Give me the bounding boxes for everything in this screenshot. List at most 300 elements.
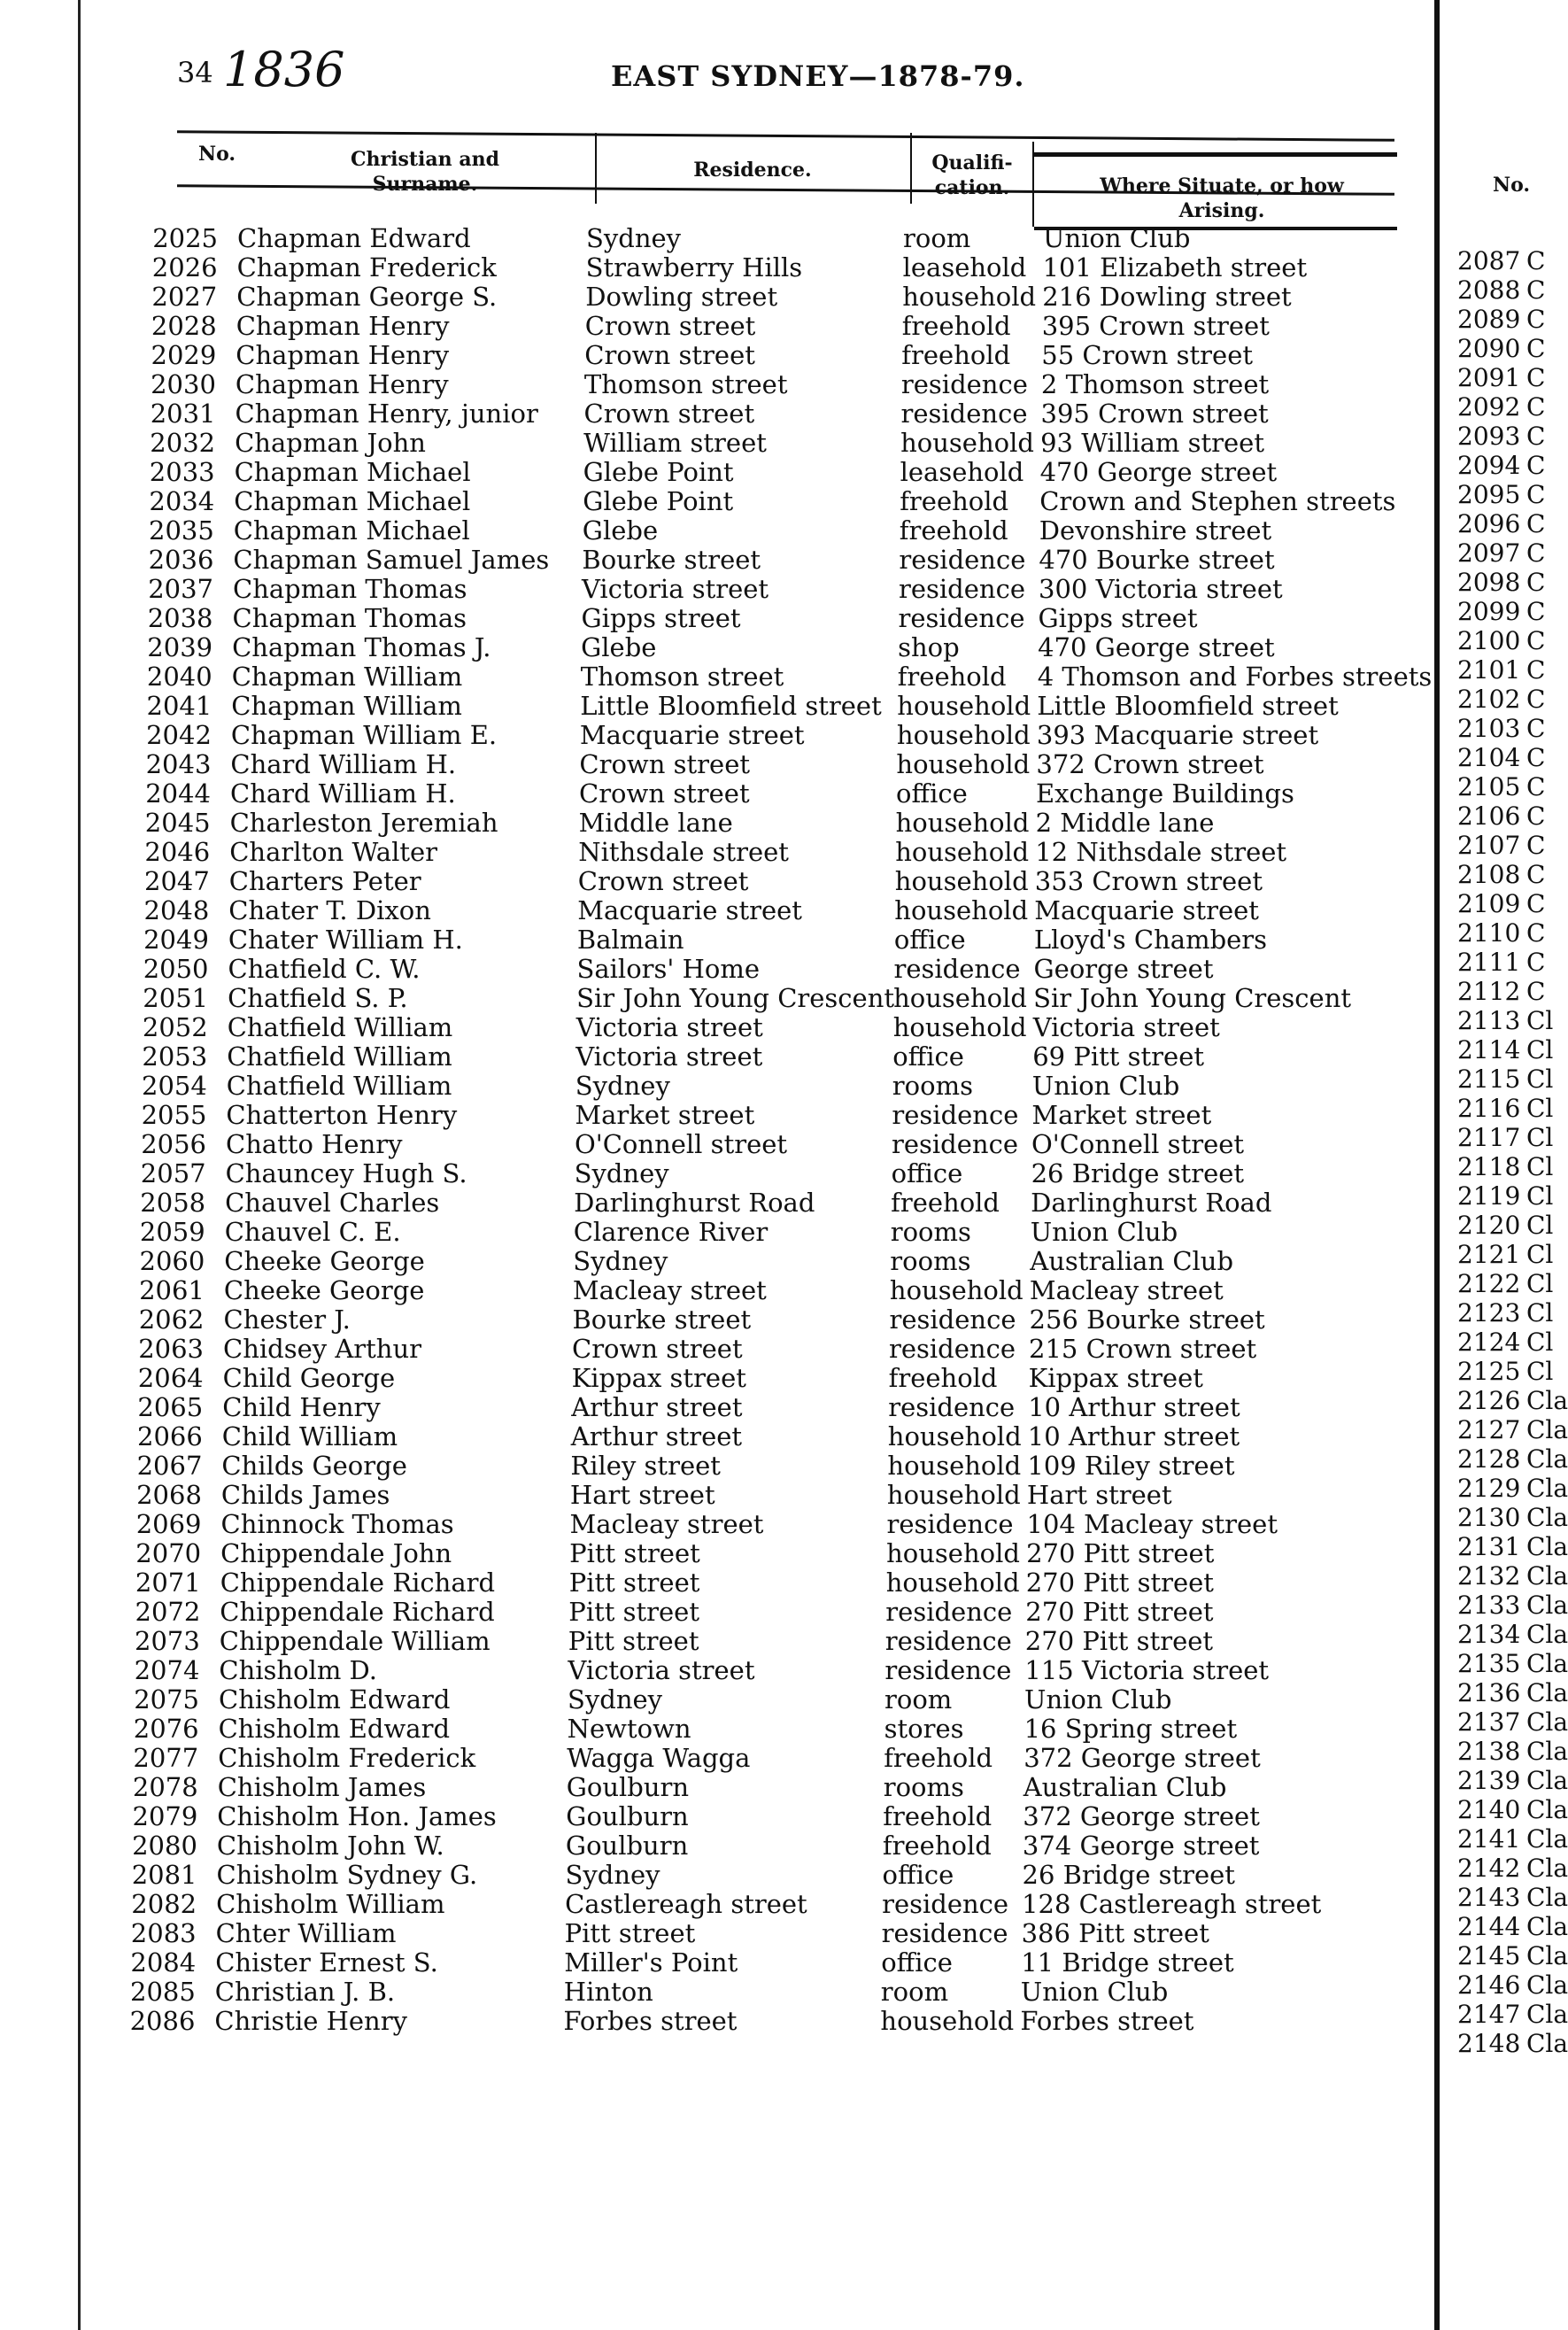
entry-qualification: household (896, 720, 1031, 750)
entry-name: Child Henry (222, 1392, 381, 1422)
next-page-entry-fragment: C (1526, 889, 1546, 918)
entry-name: Chater T. Dixon (228, 895, 431, 925)
folio-number: 1836 (223, 42, 345, 97)
table-row (126, 778, 1392, 808)
next-page-entry-fragment: Cla (1526, 1620, 1568, 1649)
entry-number: 2042 (146, 720, 212, 750)
page-left-edge (0, 0, 81, 2330)
next-page-row (1457, 1620, 1568, 1649)
next-page-entry-number: 2097 (1457, 538, 1521, 568)
next-page-entry-number: 2117 (1457, 1123, 1521, 1152)
next-page-entry-number: 2113 (1457, 1006, 1521, 1035)
next-page-row (1457, 655, 1568, 685)
next-page-entry-fragment: Cla (1526, 1591, 1568, 1620)
table-row (133, 223, 1399, 252)
entry-where-situate: Macleay street (1029, 1275, 1224, 1305)
next-page-entry-number: 2108 (1457, 860, 1521, 889)
entry-qualification: office (882, 1860, 954, 1890)
entry-number: 2032 (150, 428, 216, 458)
entry-where-situate: Union Club (1043, 223, 1191, 253)
entry-residence: Crown street (577, 866, 749, 896)
entry-number: 2051 (143, 983, 209, 1013)
page-title: EAST SYDNEY—1878-79. (611, 59, 1025, 93)
entry-residence: Victoria street (568, 1655, 755, 1685)
next-page-entry-fragment: Cla (1526, 1386, 1568, 1415)
entry-residence: Little Bloomfield street (580, 691, 882, 721)
next-page-row (1457, 1532, 1568, 1561)
next-page-entry-number: 2087 (1457, 246, 1521, 275)
entry-residence: William street (583, 428, 767, 458)
next-page-entry-fragment: Cl (1526, 1328, 1554, 1357)
entry-where-situate: Crown and Stephen streets (1039, 486, 1396, 516)
entry-qualification: residence (881, 1918, 1008, 1948)
entry-where-situate: Devonshire street (1039, 515, 1272, 546)
entry-qualification: household (880, 2006, 1015, 2036)
next-page-entry-fragment: C (1526, 568, 1546, 597)
entry-residence: Sydney (574, 1158, 669, 1188)
table-row (131, 399, 1397, 428)
entry-number: 2040 (146, 662, 212, 692)
next-page-entry-number: 2102 (1457, 685, 1521, 714)
next-page-entry-number: 2096 (1457, 509, 1521, 538)
next-page-row (1457, 1561, 1568, 1591)
entry-number: 2075 (134, 1684, 199, 1715)
table-row (127, 720, 1393, 749)
next-page-row (1457, 1269, 1568, 1298)
entry-name: Chatterton Henry (226, 1100, 458, 1130)
entry-number: 2053 (142, 1041, 208, 1072)
entry-name: Chauvel C. E. (224, 1217, 401, 1247)
next-page-entry-fragment: C (1526, 977, 1546, 1006)
entry-qualification: rooms (892, 1071, 973, 1101)
entry-number: 2037 (148, 574, 213, 604)
entry-name: Charleston Jeremiah (229, 808, 498, 838)
entry-where-situate: 10 Arthur street (1027, 1421, 1240, 1451)
entry-number: 2059 (139, 1217, 205, 1247)
next-page-row (1457, 772, 1568, 801)
entry-qualification: residence (886, 1509, 1014, 1539)
table-row (121, 1129, 1387, 1158)
entry-where-situate: 270 Pitt street (1024, 1626, 1214, 1656)
entry-number: 2086 (129, 2006, 196, 2036)
entry-name: Chapman Thomas (233, 574, 467, 604)
next-page-entry-fragment: Cl (1526, 1152, 1554, 1181)
table-row (125, 866, 1391, 895)
next-page-entry-fragment: Cla (1526, 1649, 1568, 1678)
next-page-entry-fragment: Cl (1526, 1035, 1554, 1064)
entry-residence: Sydney (586, 223, 682, 253)
next-page-entry-number: 2110 (1457, 918, 1521, 948)
next-page-entry-fragment: Cla (1526, 1912, 1568, 1941)
entry-residence: Hinton (563, 1977, 653, 2007)
entry-number: 2038 (147, 603, 213, 633)
table-row (129, 515, 1395, 545)
table-row (125, 837, 1391, 866)
entry-qualification: household (889, 1275, 1023, 1305)
next-page-entry-fragment: Cla (1526, 1707, 1568, 1737)
table-row (118, 1392, 1384, 1421)
entry-name: Chauncey Hugh S. (225, 1158, 467, 1188)
entry-where-situate: Macquarie street (1034, 895, 1259, 925)
next-page-row (1457, 538, 1568, 568)
next-page-row (1457, 1649, 1568, 1678)
entry-residence: Middle lane (578, 808, 733, 838)
entry-where-situate: Darlinghurst Road (1031, 1188, 1272, 1218)
entry-residence: Goulburn (566, 1801, 689, 1831)
table-row (127, 691, 1393, 720)
entry-where-situate: George street (1033, 954, 1214, 984)
entry-qualification: residence (884, 1626, 1012, 1656)
table-row (114, 1714, 1380, 1743)
next-page-entry-fragment: Cla (1526, 1415, 1568, 1444)
entry-qualification: residence (892, 1100, 1019, 1130)
next-page-entry-number: 2124 (1457, 1328, 1521, 1357)
entry-where-situate: 395 Crown street (1041, 311, 1270, 341)
entry-where-situate: 372 Crown street (1036, 749, 1264, 779)
table-row (120, 1246, 1386, 1275)
entry-name: Chippendale Richard (220, 1568, 496, 1598)
entry-residence: Forbes street (563, 2006, 738, 2036)
table-row (112, 1860, 1379, 1889)
table-row (114, 1684, 1380, 1714)
entry-number: 2076 (133, 1714, 199, 1744)
entry-where-situate: O'Connell street (1031, 1129, 1245, 1159)
entry-qualification: household (893, 983, 1027, 1013)
next-page-entry-number: 2127 (1457, 1415, 1521, 1444)
entry-where-situate: 374 George street (1022, 1831, 1260, 1861)
next-page-entry-number: 2112 (1457, 977, 1521, 1006)
entry-residence: Newtown (567, 1714, 691, 1744)
entry-where-situate: 215 Crown street (1029, 1334, 1257, 1364)
table-row (123, 983, 1389, 1012)
entry-residence: Nithsdale street (578, 837, 789, 867)
entry-qualification: room (884, 1684, 953, 1715)
column-divider-2 (910, 133, 912, 204)
entry-where-situate: Exchange Buildings (1036, 778, 1294, 809)
entry-qualification: residence (892, 1129, 1018, 1159)
next-page-row (1457, 1357, 1568, 1386)
entry-name: Chard William H. (230, 749, 457, 779)
next-page-row (1457, 1854, 1568, 1883)
entry-where-situate: 26 Bridge street (1022, 1860, 1235, 1890)
entry-number: 2036 (148, 545, 214, 575)
next-page-entry-fragment: C (1526, 714, 1546, 743)
table-row (133, 252, 1399, 282)
entry-where-situate: 395 Crown street (1040, 399, 1269, 429)
entry-qualification: rooms (890, 1246, 971, 1276)
next-page-entry-fragment: Cl (1526, 1181, 1554, 1211)
entry-name: Chapman George S. (236, 282, 498, 312)
next-page-entry-number: 2093 (1457, 422, 1521, 451)
next-page-row (1457, 918, 1568, 948)
entry-name: Charlton Walter (229, 837, 438, 867)
table-row (116, 1568, 1382, 1597)
entry-qualification: household (895, 837, 1030, 867)
page-header (177, 42, 1417, 102)
next-page-row (1457, 1970, 1568, 2000)
entry-qualification: household (894, 866, 1029, 896)
entry-residence: Victoria street (582, 574, 769, 604)
table-row (123, 1012, 1389, 1041)
entry-number: 2085 (129, 1977, 196, 2007)
entry-qualification: office (892, 1041, 964, 1072)
next-page-entry-fragment: Cla (1526, 1824, 1568, 1854)
next-page-entry-number: 2111 (1457, 948, 1521, 977)
next-page-entry-fragment: Cla (1526, 2000, 1568, 2029)
entry-number: 2071 (135, 1568, 201, 1598)
entry-number: 2030 (151, 369, 216, 399)
next-page-entry-fragment: C (1526, 743, 1546, 772)
next-page-row (1457, 1328, 1568, 1357)
entry-qualification: freehold (882, 1831, 992, 1861)
entry-residence: Sailors' Home (576, 954, 761, 984)
next-page-entry-number: 2133 (1457, 1591, 1521, 1620)
next-page-entry-fragment: C (1526, 831, 1546, 860)
entry-residence: Glebe (581, 632, 657, 662)
entry-qualification: residence (885, 1597, 1013, 1627)
entry-qualification: residence (899, 545, 1026, 575)
entry-where-situate: 11 Bridge street (1021, 1947, 1234, 1978)
entry-name: Chisholm D. (219, 1655, 377, 1685)
entry-where-situate: Australian Club (1023, 1772, 1227, 1802)
table-row (114, 1655, 1380, 1684)
entry-residence: Crown street (583, 399, 755, 429)
entry-qualification: household (902, 282, 1037, 312)
entry-name: Chisholm Edward (219, 1684, 451, 1715)
next-page-row (1457, 1386, 1568, 1415)
table-row (121, 1100, 1387, 1129)
entry-number: 2073 (134, 1626, 200, 1656)
next-page-entry-number: 2146 (1457, 1970, 1521, 2000)
entry-number: 2062 (138, 1304, 205, 1335)
next-page-entry-fragment: C (1526, 860, 1546, 889)
next-page-row (1457, 392, 1568, 422)
table-row (117, 1509, 1383, 1538)
entry-number: 2039 (147, 632, 213, 662)
entry-residence: Pitt street (568, 1568, 700, 1598)
entry-name: Chatfield William (226, 1071, 452, 1101)
entry-residence: Crown street (579, 778, 750, 809)
next-page-entry-fragment: C (1526, 918, 1546, 948)
entry-where-situate: 372 George street (1023, 1801, 1260, 1831)
table-row (129, 486, 1395, 515)
next-page-entry-fragment: Cla (1526, 1854, 1568, 1883)
next-page-entry-fragment: C (1526, 451, 1546, 480)
entry-where-situate: 16 Spring street (1023, 1714, 1238, 1744)
entry-name: Cheeke George (223, 1275, 425, 1305)
next-page-row (1457, 246, 1568, 275)
next-page-row (1457, 1211, 1568, 1240)
entry-where-situate: Union Club (1031, 1071, 1180, 1101)
entry-qualification: household (895, 808, 1030, 838)
entry-name: Chapman Henry, junior (235, 399, 538, 429)
entry-name: Chester J. (223, 1304, 351, 1335)
entry-qualification: freehold (888, 1363, 998, 1393)
next-page-entry-number: 2115 (1457, 1064, 1521, 1094)
entry-name: Chapman Thomas (232, 603, 467, 633)
entry-number: 2058 (140, 1188, 206, 1218)
next-page-row (1457, 1298, 1568, 1328)
entry-qualification: rooms (883, 1772, 964, 1802)
entry-qualification: household (900, 428, 1034, 458)
table-row (112, 1801, 1379, 1831)
table-row (122, 1041, 1388, 1071)
next-page-entry-number: 2104 (1457, 743, 1521, 772)
next-page-entry-fragment: C (1526, 626, 1546, 655)
entry-qualification: office (896, 778, 968, 809)
entry-name: Chater William H. (228, 925, 463, 955)
next-page-entry-number: 2129 (1457, 1474, 1521, 1503)
entry-qualification: residence (888, 1392, 1016, 1422)
next-page-row (1457, 743, 1568, 772)
entry-name: Chinnock Thomas (220, 1509, 454, 1539)
next-page-row (1457, 860, 1568, 889)
table-row (121, 1158, 1387, 1188)
entry-number: 2080 (132, 1831, 197, 1861)
next-page-edge (1434, 0, 1568, 2330)
table-row (111, 1947, 1377, 1977)
next-page-entry-fragment: Cla (1526, 1795, 1568, 1824)
entry-residence: Sydney (575, 1071, 670, 1101)
entry-number: 2031 (150, 399, 216, 429)
entry-where-situate: 470 Bourke street (1039, 545, 1275, 575)
next-page-row (1457, 1941, 1568, 1970)
entry-number: 2061 (139, 1275, 205, 1305)
entry-residence: Dowling street (585, 282, 778, 312)
next-page-column-header: No. (1493, 174, 1531, 197)
entry-qualification: office (891, 1158, 963, 1188)
next-page-entry-number: 2090 (1457, 334, 1521, 363)
entry-residence: Goulburn (566, 1772, 690, 1802)
entry-residence: Pitt street (568, 1626, 699, 1656)
table-row (120, 1304, 1386, 1334)
entry-name: Chisholm Frederick (218, 1743, 476, 1773)
entry-name: Charters Peter (228, 866, 421, 896)
entry-residence: Glebe Point (583, 486, 734, 516)
next-page-entry-number: 2135 (1457, 1649, 1521, 1678)
entry-where-situate: Forbes street (1020, 2006, 1194, 2036)
table-row (128, 603, 1394, 632)
entry-residence: Arthur street (571, 1392, 743, 1422)
next-page-row (1457, 2029, 1568, 2058)
next-page-entry-number: 2131 (1457, 1532, 1521, 1561)
entry-number: 2034 (149, 486, 215, 516)
entry-name: Chapman John (235, 428, 426, 458)
entry-number: 2045 (144, 808, 211, 838)
entry-where-situate: Australian Club (1030, 1246, 1234, 1276)
next-page-entry-number: 2120 (1457, 1211, 1521, 1240)
entry-name: Chapman Thomas J. (232, 632, 491, 662)
next-page-entry-number: 2105 (1457, 772, 1521, 801)
entry-number: 2050 (143, 954, 209, 984)
entry-number: 2063 (138, 1334, 204, 1364)
entry-residence: Clarence River (573, 1217, 769, 1247)
next-page-entry-fragment: C (1526, 509, 1546, 538)
entry-where-situate: 300 Victoria street (1039, 574, 1283, 604)
entry-residence: Kippax street (571, 1363, 746, 1393)
entry-name: Chidsey Arthur (223, 1334, 422, 1364)
table-row (128, 545, 1394, 574)
next-page-entry-fragment: Cl (1526, 1298, 1554, 1328)
table-row (130, 428, 1396, 457)
table-row (130, 457, 1396, 486)
next-page-entry-number: 2132 (1457, 1561, 1521, 1591)
entry-qualification: room (903, 223, 971, 253)
next-page-entry-number: 2122 (1457, 1269, 1521, 1298)
next-page-entry-fragment: Cla (1526, 1941, 1568, 1970)
next-page-row (1457, 1064, 1568, 1094)
entry-residence: Macleay street (569, 1509, 764, 1539)
table-row (131, 369, 1397, 399)
next-page-row (1457, 1035, 1568, 1064)
entry-number: 2077 (133, 1743, 199, 1773)
table-row (112, 1831, 1379, 1860)
table-row (116, 1538, 1382, 1568)
next-page-entry-fragment: Cl (1526, 1064, 1554, 1094)
table-row (118, 1421, 1384, 1451)
entry-number: 2035 (148, 515, 214, 546)
next-page-row (1457, 509, 1568, 538)
entry-name: Christian J. B. (214, 1977, 396, 2007)
next-page-row (1457, 1152, 1568, 1181)
entry-residence: Macquarie street (577, 895, 802, 925)
next-page-entry-fragment: Cla (1526, 1503, 1568, 1532)
header-top-rule (177, 130, 1394, 142)
entry-residence: Bourke street (582, 545, 761, 575)
next-page-list (1457, 246, 1568, 2058)
next-page-entry-fragment: Cla (1526, 1766, 1568, 1795)
next-page-row (1457, 275, 1568, 305)
next-page-row (1457, 422, 1568, 451)
table-row (115, 1597, 1381, 1626)
entry-where-situate: Market street (1031, 1100, 1212, 1130)
entry-number: 2048 (143, 895, 210, 925)
entry-where-situate: Gipps street (1038, 603, 1198, 633)
entry-residence: O'Connell street (575, 1129, 788, 1159)
entry-qualification: freehold (883, 1801, 993, 1831)
column-header-residence: Residence. (693, 159, 812, 182)
entry-where-situate: Union Club (1030, 1217, 1178, 1247)
entry-where-situate: 101 Elizabeth street (1042, 252, 1308, 283)
next-page-entry-fragment: Cla (1526, 1737, 1568, 1766)
entry-residence: Crown street (584, 340, 755, 370)
next-page-entry-fragment: C (1526, 655, 1546, 685)
entry-where-situate: 10 Arthur street (1028, 1392, 1240, 1422)
entry-qualification: freehold (884, 1743, 993, 1773)
entry-name: Cheeke George (224, 1246, 425, 1276)
next-page-entry-number: 2116 (1457, 1094, 1521, 1123)
entry-name: Chisholm William (216, 1889, 445, 1919)
next-page-row (1457, 1824, 1568, 1854)
entry-where-situate: 93 William street (1040, 428, 1265, 458)
entry-qualification: office (881, 1947, 953, 1978)
entry-residence: Castlereagh street (565, 1889, 807, 1919)
table-row (115, 1626, 1381, 1655)
next-page-entry-fragment: Cl (1526, 1006, 1554, 1035)
table-row (112, 1918, 1378, 1947)
next-page-entry-number: 2098 (1457, 568, 1521, 597)
next-page-row (1457, 363, 1568, 392)
column-divider-1 (595, 133, 597, 204)
entry-qualification: household (896, 749, 1031, 779)
entry-qualification: household (897, 691, 1031, 721)
table-row (117, 1451, 1383, 1480)
entry-number: 2052 (142, 1012, 208, 1042)
entry-qualification: residence (900, 399, 1028, 429)
table-row (124, 925, 1390, 954)
entry-name: Chisholm Hon. James (217, 1801, 497, 1831)
entry-number: 2026 (151, 252, 218, 283)
